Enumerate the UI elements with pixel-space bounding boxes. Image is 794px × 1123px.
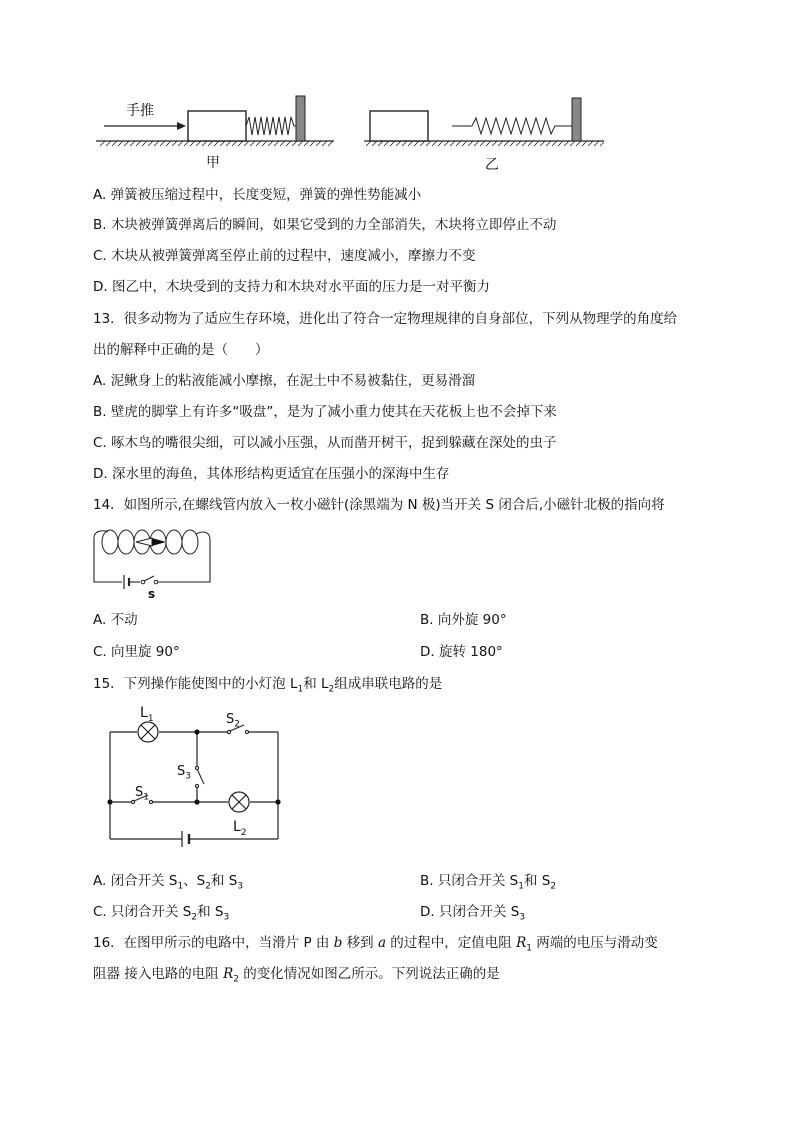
label-l1: $L_1$ (140, 705, 154, 724)
switch-s3-icon (195, 766, 204, 787)
label-s1: $S_1$ (135, 785, 149, 803)
q13-option-c: C. 啄木鸟的嘴很尖细，可以减小压强，从而凿开树干，捉到躲藏在深处的虫子 (93, 435, 557, 451)
magnetic-needle (136, 538, 166, 546)
lamp-l2-icon (229, 792, 249, 812)
battery-icon (124, 575, 140, 589)
hand-push-label: 手推 (126, 103, 154, 119)
label-s2: $S_2$ (226, 712, 240, 730)
q13-stem-line1: 13．很多动物为了适应生存环境，进化出了符合一定物理规律的自身部位，下列从物理学的角度给 (93, 311, 678, 327)
switch-icon (141, 576, 158, 584)
spring-block-figure (0, 0, 794, 180)
q14-option-c: C. 向里旋 90° (93, 644, 180, 660)
q13-option-a: A. 泥鳅身上的粘液能减小摩擦，在泥土中不易被黏住，更易滑溜 (93, 373, 476, 389)
q12-option-d: D. 图乙中，木块受到的支持力和木块对水平面的压力是一对平衡力 (93, 279, 490, 295)
q15-option-c: C. 只闭合开关 $S_2$和 $S_3$ (93, 904, 230, 923)
spring-relaxed (452, 118, 572, 134)
series-circuit-figure (100, 702, 300, 852)
switch-s-label: s (148, 587, 156, 601)
q13-option-b: B. 壁虎的脚掌上有许多“吸盘”，是为了减小重力使其在天花板上也不会掉下来 (93, 404, 557, 420)
q16-stem-line2: 阻器 接入电路的电阻 $R_2$ 的变化情况如图乙所示。下列说法正确的是 (93, 966, 500, 985)
junction-dots (107, 729, 280, 804)
q12-option-b: B. 木块被弹簧弹离后的瞬间，如果它受到的力全部消失，木块将立即停止不动 (93, 217, 557, 233)
q15-option-d: D. 只闭合开关 $S_3$ (420, 904, 526, 923)
block-yi (370, 111, 428, 141)
wall-yi (572, 98, 581, 141)
label-yi: 乙 (485, 157, 499, 173)
q14-option-a: A. 不动 (93, 612, 138, 628)
label-l2: $L_2$ (233, 819, 247, 838)
ground-yi (364, 141, 604, 146)
block-jia (188, 111, 246, 141)
q14-option-d: D. 旋转 180° (420, 644, 503, 660)
battery-icon (182, 831, 189, 847)
q15-option-a: A. 闭合开关 $S_1$、$S_2$和 $S_3$ (93, 873, 244, 892)
q12-option-a: A. 弹簧被压缩过程中，长度变短，弹簧的弹性势能减小 (93, 187, 422, 203)
spring-compressed (246, 117, 296, 135)
q12-option-c: C. 木块从被弹簧弹离至停止前的过程中，速度减小，摩擦力不变 (93, 248, 476, 264)
label-s3: $S_3$ (177, 764, 191, 782)
push-arrow (104, 122, 186, 130)
q15-stem: 15．下列操作能使图中的小灯泡 $L_1$和 $L_2$组成串联电路的是 (93, 676, 443, 695)
wall-jia (296, 96, 305, 141)
q13-option-d: D. 深水里的海鱼，其体形结构更适宜在压强小的深海中生存 (93, 466, 450, 482)
q14-option-b: B. 向外旋 90° (420, 612, 507, 628)
q13-stem-line2: 出的解释中正确的是（ ） (93, 342, 269, 358)
q16-stem-line1: 16．在图甲所示的电路中，当滑片 P 由 b 移到 a 的过程中，定值电阻 $R_1$ 两端的电压与滑动变 (93, 935, 658, 954)
q14-stem: 14．如图所示,在螺线管内放入一枚小磁针(涂黑端为 N 极)当开关 S 闭合后,小磁针北极的指向将 (93, 497, 665, 513)
q15-option-b: B. 只闭合开关 $S_1$和 $S_2$ (420, 873, 557, 892)
label-jia: 甲 (206, 155, 220, 171)
ground-jia (96, 141, 334, 146)
